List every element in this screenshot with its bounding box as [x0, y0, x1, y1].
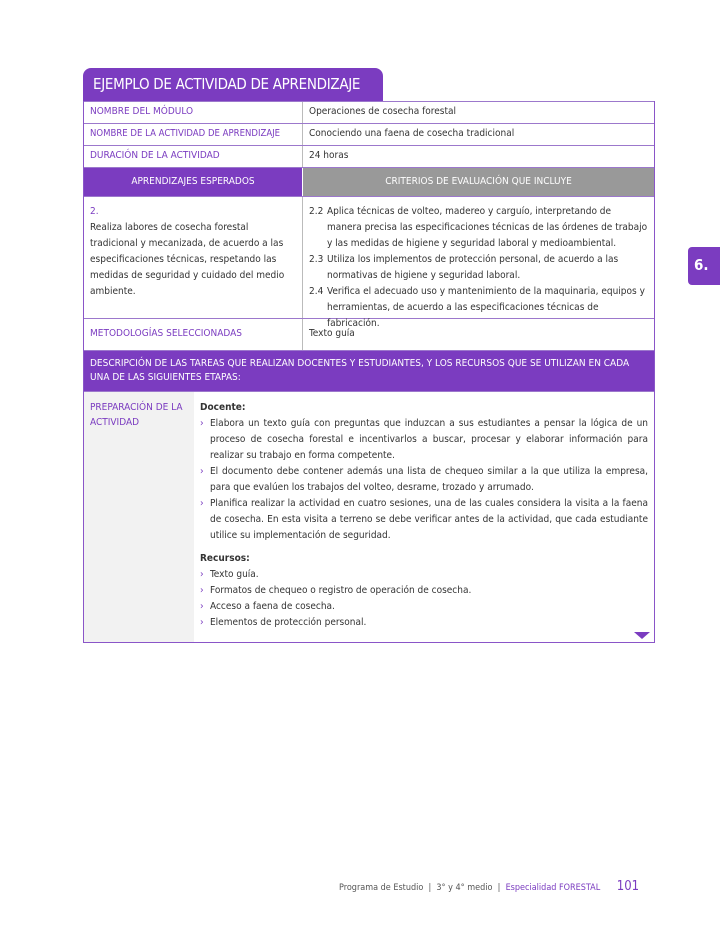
item-text: Formatos de chequeo o registro de operación de cosecha.: [210, 585, 472, 596]
learning-row: [84, 196, 654, 329]
criterion-text: Aplica técnicas de volteo, madereo y carguío, interpretando de manera precisa las especificaciones técnicas de las órdenes de trabajo y las medidas de higiene y seguridad laboral y medioambiental.: [327, 206, 648, 249]
row-value: 24 horas: [302, 146, 654, 167]
header-aprendizajes: APRENDIZAJES ESPERADOS: [84, 168, 302, 196]
footer: [339, 879, 639, 894]
description-header: [84, 350, 654, 391]
bullet-icon: ›: [200, 601, 204, 612]
list-item: [200, 464, 648, 496]
learning-number: 2.: [90, 206, 99, 217]
row-label: NOMBRE DE LA ACTIVIDAD DE APRENDIZAJE: [90, 128, 281, 139]
criterion-text: Verifica el adecuado uso y mantenimiento de la maquinaria, equipos y herramientas, de acuerdo a las especificaciones técnicas de fabricación.: [327, 286, 645, 329]
preparation-label: PREPARACIÓN DE LA ACTIVIDAD: [84, 392, 194, 642]
continue-arrow-icon: [634, 632, 650, 639]
activity-table: [83, 101, 655, 643]
bullet-icon: ›: [200, 585, 204, 596]
row-actividad: [84, 123, 654, 145]
row-value: Conociendo una faena de cosecha tradicional: [302, 124, 654, 145]
row-label: DURACIÓN DE LA ACTIVIDAD: [90, 150, 220, 161]
bullet-icon: ›: [200, 418, 204, 429]
criterion: [309, 252, 648, 284]
footer-specialty: Especialidad FORESTAL: [505, 883, 601, 893]
row-value: Operaciones de cosecha forestal: [302, 102, 654, 123]
list-item: [200, 615, 648, 631]
section-header: [84, 167, 654, 196]
footer-program: Programa de Estudio: [339, 883, 424, 893]
list-item: [200, 416, 648, 464]
row-label: METODOLOGÍAS SELECCIONADAS: [90, 328, 242, 339]
learning-text: Realiza labores de cosecha forestal tradicional y mecanizada, de acuerdo a las especificaciones técnicas, respetando las medidas de seguridad y cuidado del medio ambiente.: [90, 222, 285, 297]
row-value: Texto guía: [302, 319, 654, 350]
item-text: Elementos de protección personal.: [210, 617, 367, 628]
footer-separator: |: [428, 883, 432, 893]
list-item: [200, 567, 648, 583]
row-duracion: [84, 145, 654, 167]
chapter-tab: 6.: [688, 247, 720, 285]
row-modulo: [84, 101, 654, 123]
list-item: [200, 599, 648, 615]
page-number: 101: [616, 879, 640, 894]
header-criterios: CRITERIOS DE EVALUACIÓN QUE INCLUYE: [302, 168, 654, 196]
item-text: El documento debe contener además una lista de chequeo similar a la que utiliza la empresa, para que evalúen los trabajos del volteo, desrame, trozado y arrumado.: [210, 466, 648, 493]
bullet-icon: ›: [200, 569, 204, 580]
preparation-row: [84, 391, 654, 642]
criterion-number: 2.3: [309, 254, 324, 265]
list-item: [200, 583, 648, 599]
description-text: DESCRIPCIÓN DE LAS TAREAS QUE REALIZAN DOCENTES Y ESTUDIANTES, Y LOS RECURSOS QUE SE UTILIZAN EN CADA UNA DE LAS SIGUIENTES ETAPAS:: [84, 351, 654, 391]
item-text: Planifica realizar la actividad en cuatro sesiones, una de las cuales considera la visita a la faena de cosecha. En esta visita a terreno se debe verificar antes de la actividad, que cada estudiante utilice su implementación de seguridad.: [210, 498, 648, 541]
activity-title: EJEMPLO DE ACTIVIDAD DE APRENDIZAJE: [83, 68, 383, 102]
bullet-icon: ›: [200, 498, 204, 509]
criterion: [309, 204, 648, 252]
row-metodologias: [84, 318, 654, 350]
item-text: Elabora un texto guía con preguntas que induzcan a sus estudiantes a pensar la lógica de un proceso de cosecha forestal e incentivarlos a buscar, procesar y elaborar información para realizar su trabajo en forma competente.: [210, 418, 648, 461]
criterion-number: 2.2: [309, 206, 324, 217]
criterion-number: 2.4: [309, 286, 324, 297]
item-text: Acceso a faena de cosecha.: [210, 601, 335, 612]
bullet-icon: ›: [200, 466, 204, 477]
footer-separator: |: [497, 883, 501, 893]
bullet-icon: ›: [200, 617, 204, 628]
recursos-label: Recursos:: [200, 553, 250, 564]
row-label: NOMBRE DEL MÓDULO: [90, 106, 194, 117]
criterion-text: Utiliza los implementos de protección personal, de acuerdo a las normativas de higiene y seguridad laboral.: [327, 254, 619, 281]
docente-label: Docente:: [200, 402, 246, 413]
item-text: Texto guía.: [210, 569, 259, 580]
footer-grade: 3° y 4° medio: [436, 883, 493, 893]
list-item: [200, 496, 648, 544]
